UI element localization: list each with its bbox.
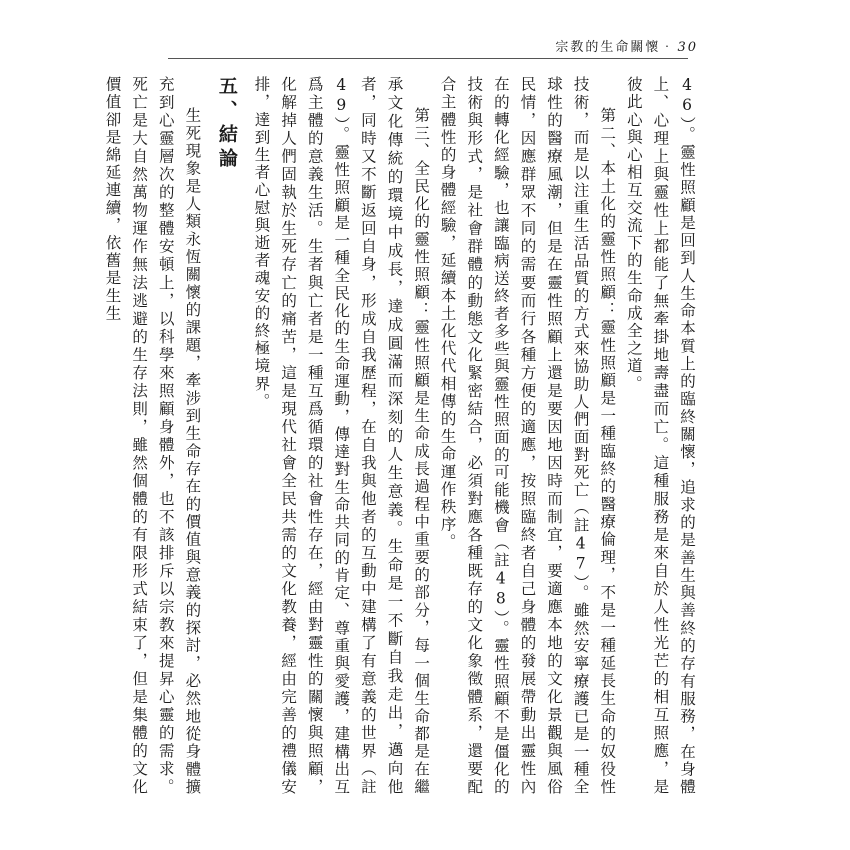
paragraph-localized-spiritual-care: 第二、本土化的靈性照顧：靈性照顧是一種臨終的醫療倫理，不是一種延長生命的奴役性技術，而是以注重生活品質的方式來協助人們面對死亡（註47）。雖然安寧療護已是一種全球性的醫療風潮，但是在靈性照顧上還是要因地因時而制宜，要適應本地的文化景觀與風俗民情，因應群眾不同的需要而行各種方便的適應，按照臨終者自己身體的發展帶動出靈性內在的轉化經驗，也讓臨病送終者多些與靈性照面的可能機會（註48）。靈性照顧不是僵化的技術與形式，是社會群體的動態文化緊密結合，必須對應各種既存的文化象徵體系，還要配合主體性的身體經驗，延續本土化代代相傳的生命運作秩序。: [438, 76, 617, 796]
header-separator: ‧: [660, 40, 676, 55]
page-number: 30: [677, 40, 698, 55]
vertical-text-body: [103, 76, 700, 796]
running-header: [555, 36, 698, 55]
paragraph-continuation: 46）。靈性照顧是回到人生命本質上的臨終關懷，追求的是善生與善終的存有服務，在身體上、心理上與靈性上都能了無牽掛地壽盡而亡。這種服務是來自於人性光芒的相互照應，是彼此心與心相互交流下的生命成全之道。: [624, 76, 696, 796]
paragraph-universal-spiritual-care: 第三、全民化的靈性照顧：靈性照顧是生命成長過程中重要的部分，每一個生命都是在繼承文化傳統的環境中成長，達成圓滿而深刻的人生意義。生命是一不斷自我走出，邁向他者，同時又不斷返回自身，形成自我歷程，在自我與他者的互動中建構了有意義的世界（註49）。靈性照顧是一種全民化的生命運動，傳達對生命共同的肯定、尊重與愛護，建構出互爲主體的意義生活。生者與亡者是一種互爲循環的社會性存在，經由對靈性的關懷與照顧，化解掉人們固執於生死存亡的痛苦，這是現代社會全民共需的文化教養，經由完善的禮儀安排，達到生者心慰與逝者魂安的終極境界。: [252, 76, 431, 796]
header-rule: [168, 58, 688, 59]
paragraph-conclusion: 生死現象是人類永恆關懷的課題，牽涉到生命存在的價值與意義的探討，必然地從身體擴充到心靈層次的整體安頓上，以科學來照顧身體外，也不該排斥以宗教來提昇心靈的需求。死亡是大自然萬物運作無法逃避的生存法則，雖然個體的有限形式結束了，但是集體的文化價值卻是綿延連續，依舊是生生: [103, 76, 202, 796]
running-title: 宗教的生命關懷: [555, 40, 661, 55]
section-heading-conclusion: 五、結論: [215, 76, 238, 172]
